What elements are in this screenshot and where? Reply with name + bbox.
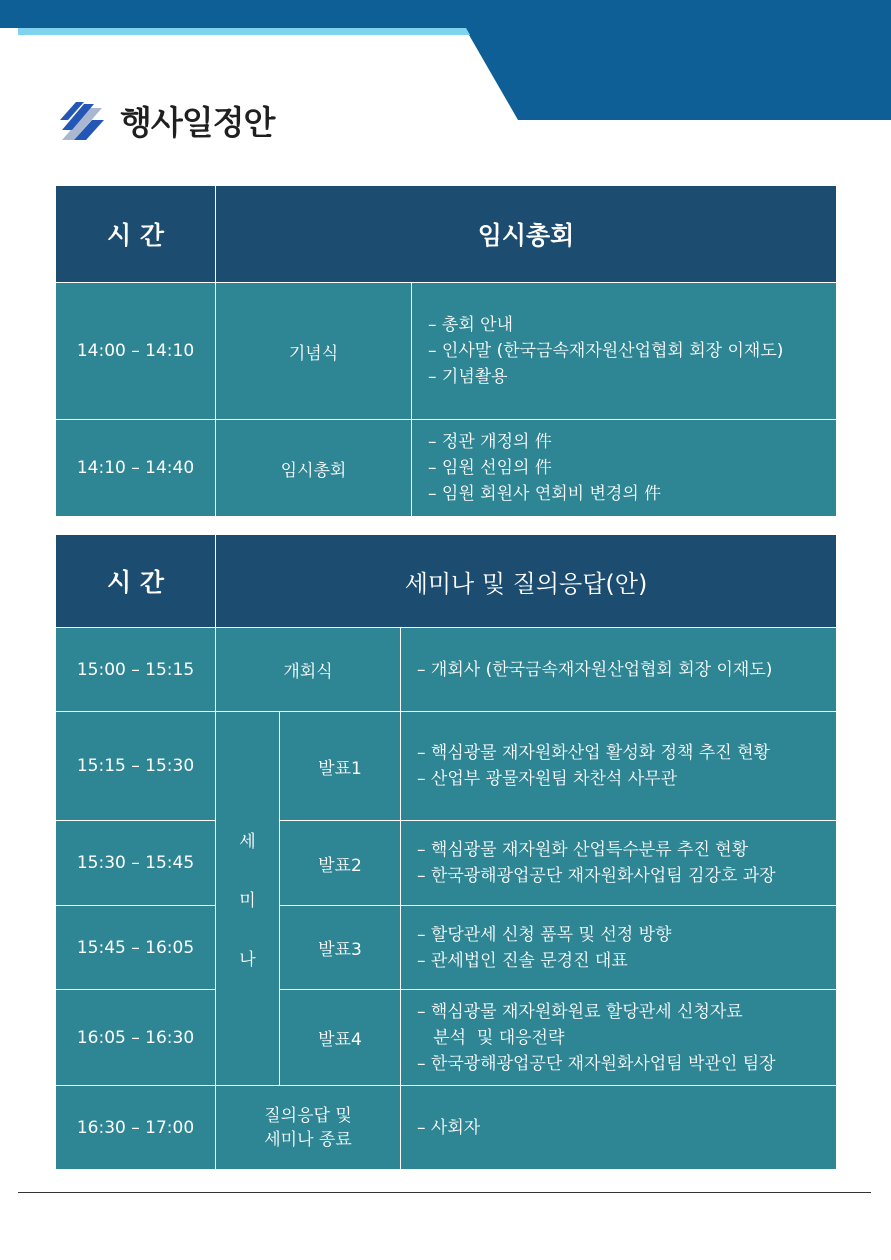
seminar-group-label bbox=[216, 712, 280, 1086]
detail-line: – 개회사 (한국금속재자원산업협회 회장 이재도) bbox=[417, 659, 773, 680]
detail-line: – 관세법인 진솔 문경진 대표 bbox=[417, 950, 628, 971]
detail-line: – 정관 개정의 件 bbox=[428, 432, 552, 452]
name-line: 질의응답 및 bbox=[264, 1105, 352, 1126]
assembly-table bbox=[55, 185, 837, 517]
event-name-cell: 기념식 bbox=[216, 283, 412, 420]
detail-line: – 인사말 (한국금속재자원산업협회 회장 이재도) bbox=[428, 341, 784, 361]
time-cell: 16:30 – 17:00 bbox=[56, 1086, 216, 1170]
footer-divider bbox=[18, 1192, 871, 1193]
detail-line: 분석 및 대응전략 bbox=[417, 1027, 565, 1048]
detail-line: – 임원 회원사 연회비 변경의 件 bbox=[428, 484, 662, 504]
detail-line: – 한국광해광업공단 재자원화사업팀 박관인 팀장 bbox=[417, 1053, 776, 1074]
time-column-header: 시 간 bbox=[56, 535, 216, 628]
event-details-cell bbox=[412, 283, 837, 420]
time-cell: 16:05 – 16:30 bbox=[56, 990, 216, 1086]
detail-line: – 산업부 광물자원팀 차찬석 사무관 bbox=[417, 769, 678, 789]
detail-line: – 총회 안내 bbox=[428, 315, 513, 335]
event-name-cell: 개회식 bbox=[216, 628, 401, 712]
page-header bbox=[58, 92, 274, 148]
vertical-char: 나 bbox=[239, 950, 256, 970]
detail-line: – 한국광해광업공단 재자원화사업팀 김강호 과장 bbox=[417, 866, 776, 886]
detail-line: – 사회자 bbox=[417, 1117, 481, 1138]
time-cell: 14:10 – 14:40 bbox=[56, 420, 216, 517]
seminar-table bbox=[55, 534, 837, 1170]
time-cell: 15:15 – 15:30 bbox=[56, 712, 216, 821]
talk-name-cell: 발표2 bbox=[280, 821, 401, 906]
time-cell: 15:00 – 15:15 bbox=[56, 628, 216, 712]
detail-line: – 핵심광물 재자원화산업 활성화 정책 추진 현황 bbox=[417, 743, 770, 763]
detail-line: – 할당관세 신청 품목 및 선정 방향 bbox=[417, 924, 672, 945]
event-details-cell bbox=[401, 1086, 837, 1170]
event-name-cell: 임시총회 bbox=[216, 420, 412, 517]
talk-details-cell bbox=[401, 906, 837, 990]
event-details-cell bbox=[412, 420, 837, 517]
seminar-section-title: 세미나 및 질의응답(안) bbox=[216, 535, 837, 628]
detail-line: – 기념촬용 bbox=[428, 367, 508, 387]
name-line: 세미나 종료 bbox=[264, 1129, 352, 1150]
page-title: 행사일정안 bbox=[120, 102, 275, 142]
stripes-logo-icon bbox=[58, 96, 106, 144]
vertical-char: 미 bbox=[239, 891, 256, 911]
event-details-cell bbox=[401, 628, 837, 712]
time-cell: 15:30 – 15:45 bbox=[56, 821, 216, 906]
talk-details-cell bbox=[401, 712, 837, 821]
detail-line: – 임원 선임의 件 bbox=[428, 458, 552, 478]
assembly-section-title: 임시총회 bbox=[216, 186, 837, 283]
talk-name-cell: 발표4 bbox=[280, 990, 401, 1086]
talk-name-cell: 발표1 bbox=[280, 712, 401, 821]
talk-name-cell: 발표3 bbox=[280, 906, 401, 990]
time-cell: 14:00 – 14:10 bbox=[56, 283, 216, 420]
talk-details-cell bbox=[401, 821, 837, 906]
event-name-cell bbox=[216, 1086, 401, 1170]
talk-details-cell bbox=[401, 990, 837, 1086]
vertical-char: 세 bbox=[239, 832, 256, 852]
detail-line: – 핵심광물 재자원화원료 할당관세 신청자료 bbox=[417, 1001, 743, 1022]
detail-line: – 핵심광물 재자원화 산업특수분류 추진 현황 bbox=[417, 840, 749, 860]
time-column-header: 시 간 bbox=[56, 186, 216, 283]
time-cell: 15:45 – 16:05 bbox=[56, 906, 216, 990]
